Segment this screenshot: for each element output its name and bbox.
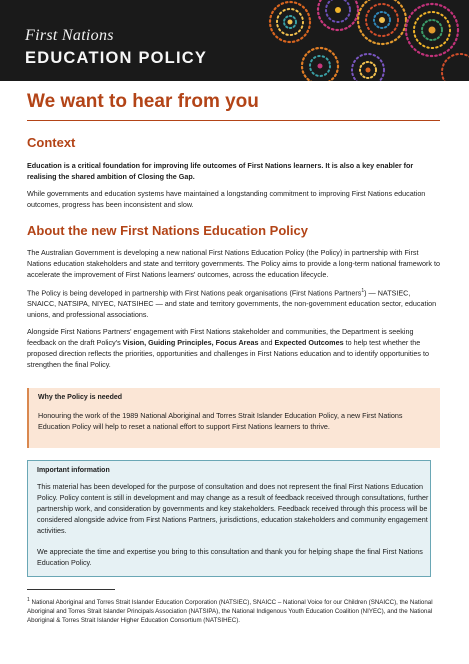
about-paragraph-1: The Australian Government is developing a new national First Nations Education Policy (the Policy) in partnership with First Nations education stakeholders and state and territory governments. The Policy aims to provide a long-term national framework to accelerate the improvement of First Nations learners' outcomes, across the education lifecycle.: [27, 248, 440, 279]
important-info-paragraph-1: This material has been developed for the purpose of consultation and does not represent the final First Nations Education Policy. Policy content is still in development and may change as a result of feedback received through consultations, further partnership work, and consideration by governments and key stakeholders. Feedback received through this process will be considered alongside advice from First Nations Partners, jurisdictions, education stakeholders and community engagement activities.: [37, 482, 429, 535]
title-divider: [27, 120, 440, 121]
footnote-ref: 1: [361, 288, 365, 294]
about-paragraph-3: Alongside First Nations Partners' engagement with First Nations stakeholder and communities, the Department is seeking feedback on the draft Policy's Vision, Guiding Principles, Focus Areas and Expected Outcomes to help test whether the proposed direction reflects the priorities, opportunities and challenges in First Nations education and to identify opportunities to strengthen the final Policy.: [27, 327, 429, 370]
context-paragraph: While governments and education systems have maintained a longstanding commitment to improving First Nations education outcomes, progress has been inconsistent and slow.: [27, 189, 426, 209]
why-policy-body: Honouring the work of the 1989 National Aboriginal and Torres Strait Islander Education Policy, a new First Nations Education Policy will help to reset a national effort to support First Nations learners to thrive.: [38, 411, 403, 431]
brand-line-1: First Nations: [25, 27, 114, 44]
context-heading: Context: [27, 135, 76, 150]
context-bold-paragraph: Education is a critical foundation for improving life outcomes of First Nations learners. It is also a key enabler for realising the shared ambition of Closing the Gap.: [27, 161, 414, 181]
footnote: [27, 596, 440, 625]
footnote-divider: [27, 589, 115, 590]
footnote-text: National Aboriginal and Torres Strait Islander Education Corporation (NATSIEC), SNAICC – National Voice for our Children (SNAICC), the National Aboriginal and Torres Strait Islander Principals Association (NATSIPA), the National Indigenous Youth Education Coalition (NIYEC), and the National Aboriginal & Torres Strait Islander Higher Education Consortium (NATSIHEC).: [27, 599, 433, 625]
important-info-paragraph-2: We appreciate the time and expertise you bring to this consultation and thank you for helping shape the final First Nations Education Policy.: [37, 547, 423, 567]
about-paragraph-2: The Policy is being developed in partnership with First Nations peak organisations (First Nations Partners$^1$) — NATSIEC, SNAICC, NATSIPA, NIYEC, NATSIHEC — and state and territory governments, the non-government education sector, education unions, and professional associations.: [27, 288, 437, 320]
page-title: We want to hear from you: [27, 91, 259, 112]
important-info-title: Important information: [37, 467, 110, 474]
why-policy-title: Why the Policy is needed: [38, 394, 123, 401]
header-banner: [0, 0, 469, 81]
footnote-marker: 1: [27, 597, 30, 603]
dot-art-graphic: [260, 0, 469, 81]
why-policy-callout: [27, 388, 440, 448]
brand-line-2: EDUCATION POLICY: [25, 49, 208, 67]
main-content: [27, 90, 440, 370]
about-heading: About the new First Nations Education Policy: [27, 223, 308, 238]
important-info-box: [27, 460, 431, 577]
